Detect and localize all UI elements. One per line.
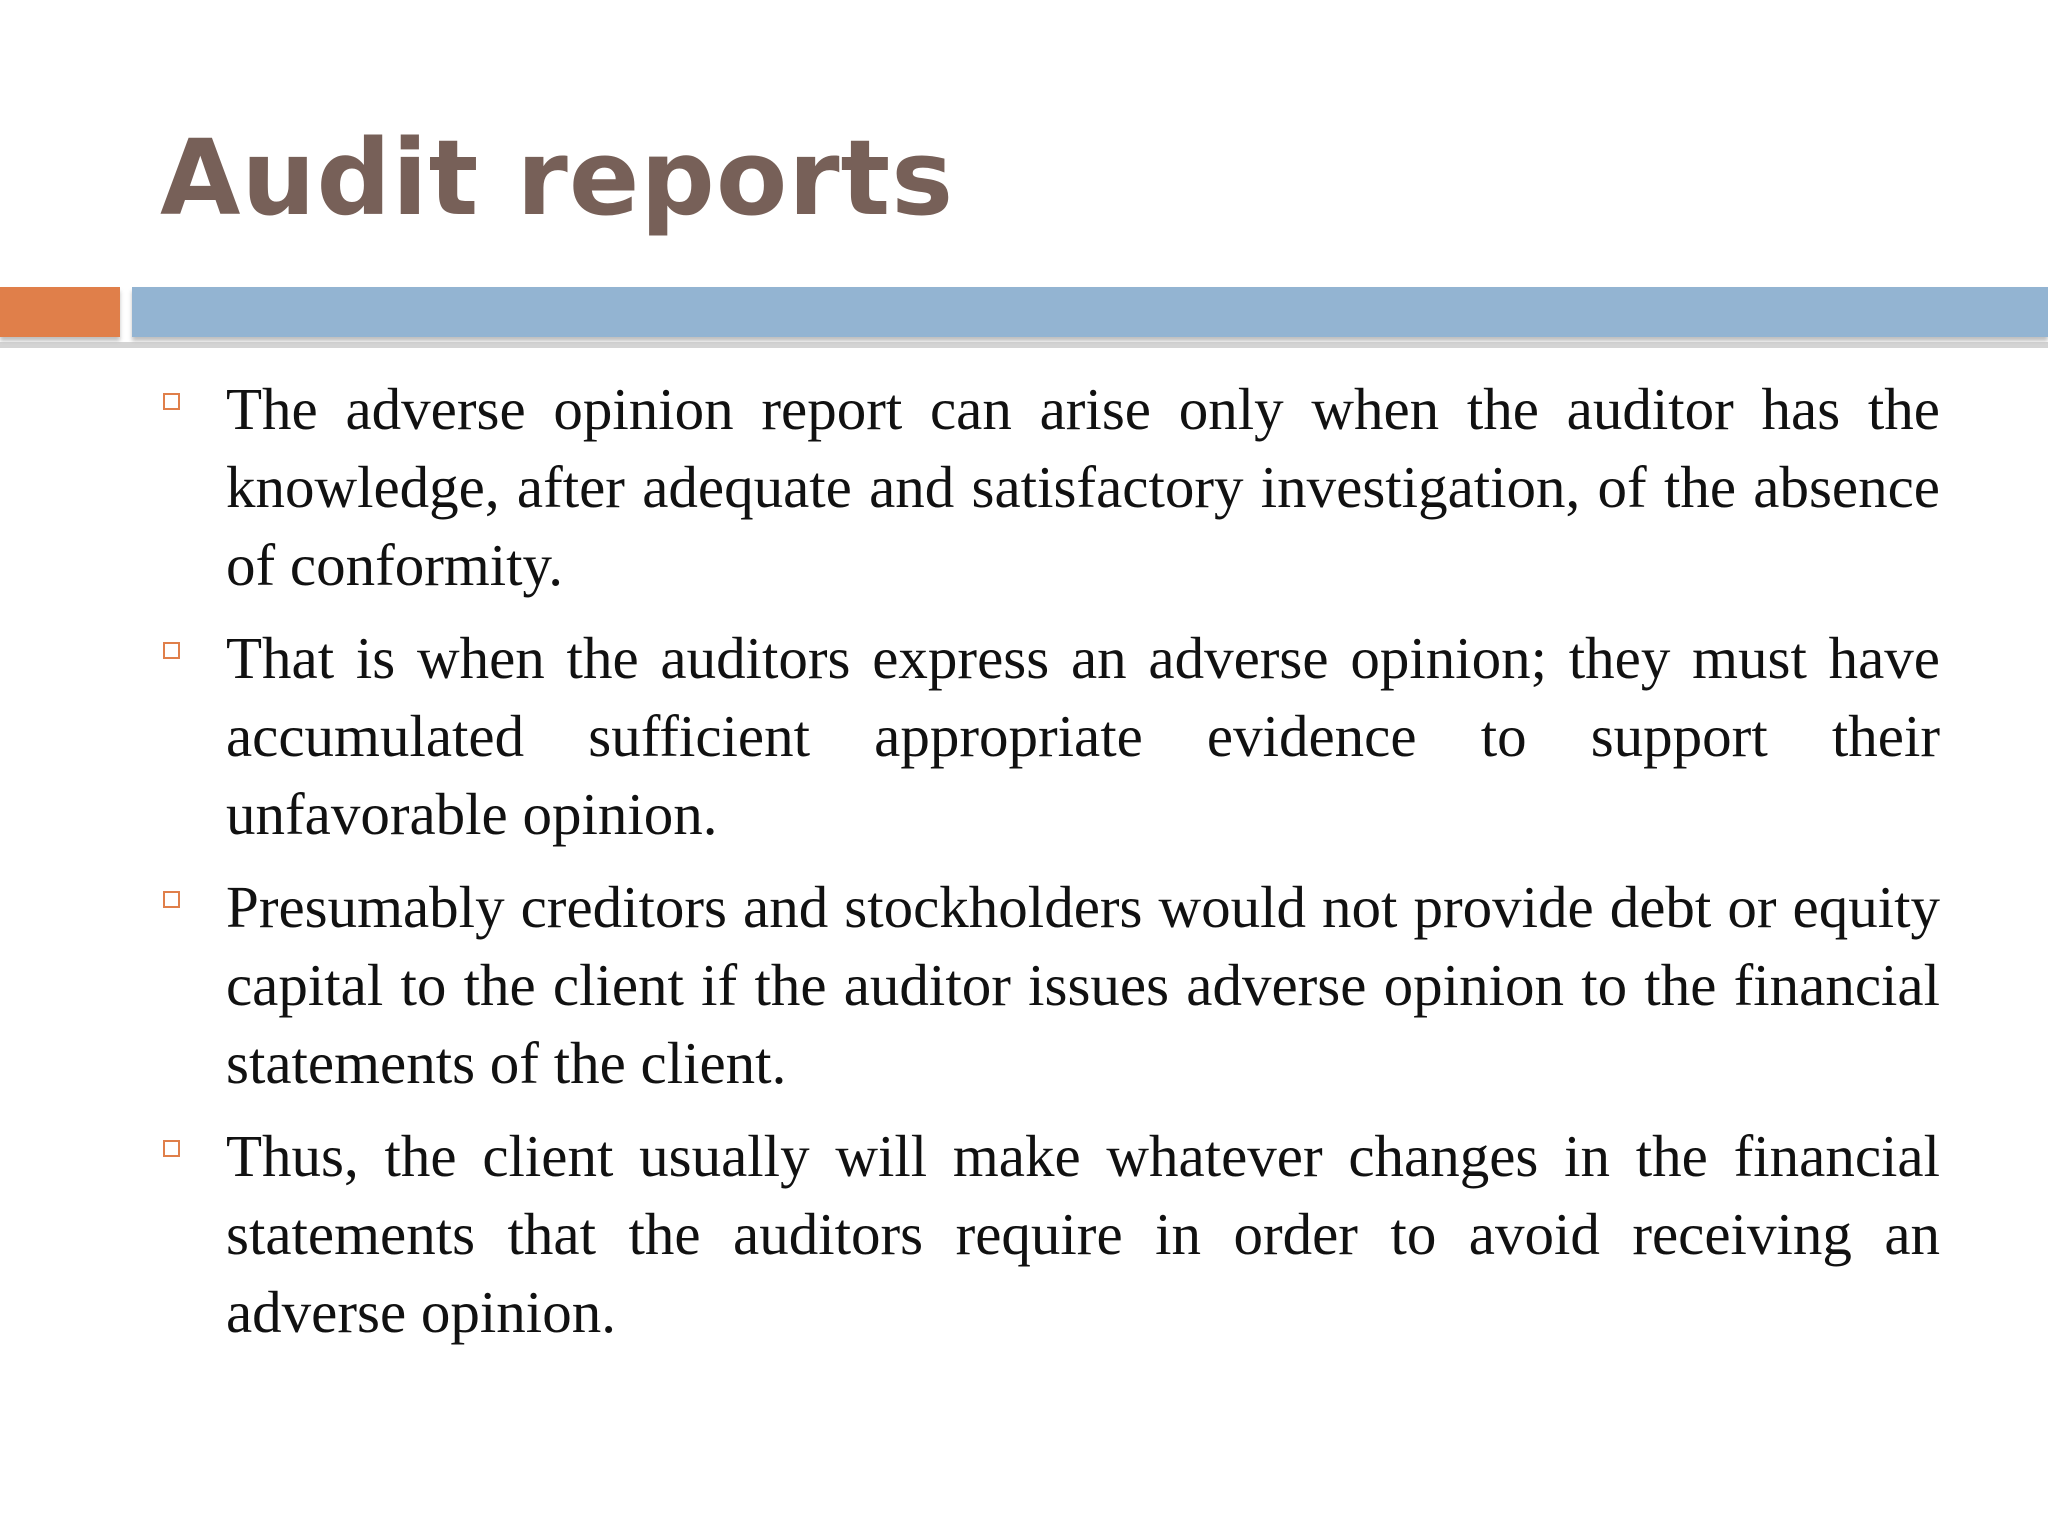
bullet-list xyxy=(160,370,1940,1366)
bullet-item xyxy=(160,868,1940,1102)
title-accent-blue-bar xyxy=(132,287,2048,337)
title-accent-shadow-line xyxy=(0,342,2048,348)
bullet-text: Thus, the client usually will make whatever changes in the financial statements that the auditors require in order to avoid receiving an adverse opinion. xyxy=(226,1123,1940,1345)
bullet-text: That is when the auditors express an adverse opinion; they must have accumulated sufficient appropriate evidence to support their unfavorable opinion. xyxy=(226,625,1940,847)
bullet-item xyxy=(160,370,1940,604)
slide-title: Audit reports xyxy=(160,117,955,239)
bullet-text: The adverse opinion report can arise only when the auditor has the knowledge, after adequate and satisfactory investigation, of the absence of conformity. xyxy=(226,376,1940,598)
hollow-square-icon xyxy=(163,891,180,908)
hollow-square-icon xyxy=(163,642,180,659)
title-accent-orange-bar xyxy=(0,287,120,337)
bullet-text: Presumably creditors and stockholders would not provide debt or equity capital to the client if the auditor issues adverse opinion to the financial statements of the client. xyxy=(226,874,1940,1096)
hollow-square-icon xyxy=(163,393,180,410)
hollow-square-icon xyxy=(163,1140,180,1157)
bullet-item xyxy=(160,1117,1940,1351)
bullet-item xyxy=(160,619,1940,853)
